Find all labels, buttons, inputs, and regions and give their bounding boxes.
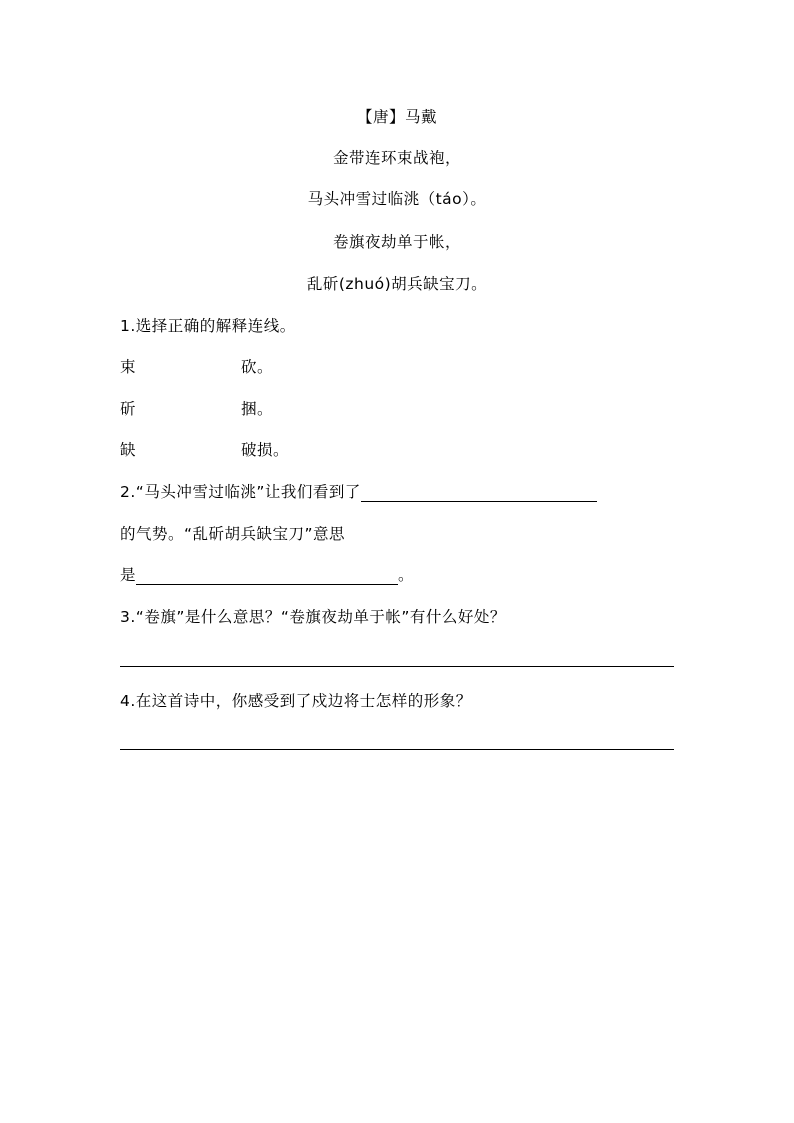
- poem-line-2: 马头冲雪过临洮（táo）。: [307, 190, 487, 208]
- question-3-prompt: 3.“卷旗”是什么意思？“卷旗夜劫单于帐”有什么好处？: [120, 608, 506, 626]
- question-2-text-3a: 是: [120, 566, 137, 584]
- poem-line-1: 金带连环束战袍，: [332, 149, 461, 167]
- poem-author: 【唐】马戴: [356, 108, 437, 126]
- match-meaning-2[interactable]: 捆。: [241, 400, 274, 418]
- match-word-3[interactable]: 缺: [120, 441, 137, 459]
- poem-line-4: 乱斫(zhuó)胡兵缺宝刀。: [306, 275, 488, 293]
- answer-line-q3[interactable]: [120, 666, 674, 667]
- question-2-line-3: [120, 565, 414, 585]
- match-meaning-1[interactable]: 砍。: [241, 358, 274, 376]
- answer-blank-q2-b[interactable]: [136, 568, 398, 585]
- question-1-prompt: 1.选择正确的解释连线。: [120, 317, 296, 335]
- question-2-text-3b: 。: [398, 566, 415, 584]
- question-4-prompt: 4.在这首诗中，你感受到了戍边将士怎样的形象？: [120, 692, 472, 710]
- answer-blank-q2-a[interactable]: [361, 485, 597, 502]
- question-2-line-2: 的气势。“乱斫胡兵缺宝刀”意思: [120, 525, 346, 543]
- question-2-line-1: [120, 482, 597, 502]
- poem-line-3: 卷旗夜劫单于帐，: [332, 233, 461, 251]
- match-word-2[interactable]: 斫: [120, 400, 137, 418]
- match-meaning-3[interactable]: 破损。: [241, 441, 290, 459]
- match-word-1[interactable]: 束: [120, 358, 137, 376]
- question-2-text-1: 2.“马头冲雪过临洮”让我们看到了: [120, 483, 361, 501]
- answer-line-q4[interactable]: [120, 749, 674, 750]
